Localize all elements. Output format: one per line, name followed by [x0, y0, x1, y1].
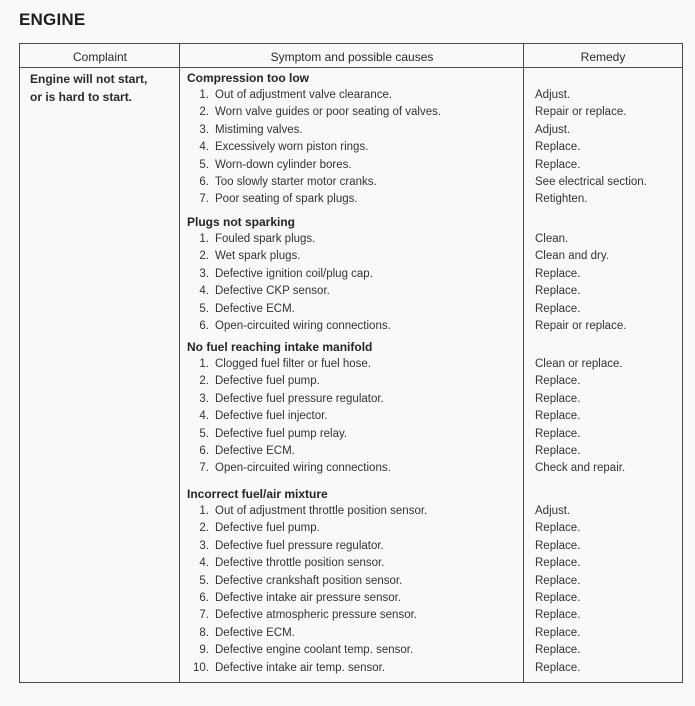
- cause-text: Poor seating of spark plugs.: [215, 193, 358, 206]
- cause-text: Open-circuited wiring connections.: [215, 462, 391, 475]
- cause-number: 4.: [199, 285, 209, 298]
- cause-number: 4.: [199, 557, 209, 570]
- cause-item: [187, 106, 441, 118]
- cause-item: [187, 522, 320, 534]
- cause-number: 4.: [199, 410, 209, 423]
- cause-item: [187, 358, 371, 370]
- remedy-text: Replace.: [535, 644, 581, 657]
- remedy-text: Replace.: [535, 302, 581, 315]
- cause-text: Defective intake air pressure sensor.: [215, 592, 402, 604]
- cause-group-title: Plugs not sparking: [187, 215, 296, 229]
- cause-item: [187, 233, 315, 245]
- cause-item: [187, 393, 384, 405]
- cause-number: 2.: [199, 250, 209, 263]
- remedy-text: Replace.: [535, 609, 581, 622]
- cause-group-title: Incorrect fuel/air mixture: [187, 487, 328, 501]
- cause-text: Defective ECM.: [215, 626, 295, 639]
- header-symptom: Symptom and possible causes: [270, 50, 434, 64]
- cause-item: [187, 141, 368, 153]
- cause-number: 2.: [199, 522, 209, 535]
- remedy-text: Replace.: [535, 661, 581, 674]
- remedy-text: Replace.: [535, 522, 581, 535]
- cause-item: [187, 268, 373, 280]
- cause-number: 1.: [199, 505, 209, 517]
- cause-text: Excessively worn piston rings.: [215, 141, 369, 154]
- remedy-text: Replace.: [535, 626, 581, 639]
- remedy-text: Clean or replace.: [535, 358, 623, 370]
- cause-item: [187, 159, 352, 171]
- remedy-text: Replace.: [535, 392, 581, 405]
- remedy-text: Check and repair.: [535, 462, 626, 475]
- remedy-text: Replace.: [535, 375, 581, 388]
- cause-text: Defective fuel pressure regulator.: [215, 392, 384, 405]
- cause-text: Defective CKP sensor.: [215, 285, 330, 298]
- cause-number: 3.: [199, 539, 209, 552]
- cause-text: Defective crankshaft position sensor.: [215, 574, 403, 587]
- cause-item: [187, 193, 358, 205]
- cause-text: Defective fuel pressure regulator.: [215, 539, 384, 552]
- troubleshooting-table: [19, 43, 683, 683]
- remedy-text: Repair or replace.: [535, 320, 627, 332]
- cause-text: Fouled spark plugs.: [215, 233, 316, 245]
- cause-number: 10.: [193, 661, 209, 674]
- cause-text: Wet spark plugs.: [215, 250, 301, 263]
- cause-item: [187, 557, 384, 569]
- complaint-line: Engine will not start,: [30, 72, 148, 86]
- cause-text: Defective fuel pump.: [215, 522, 320, 535]
- cause-item: [187, 124, 303, 136]
- remedy-text: Clean and dry.: [535, 250, 609, 263]
- cause-number: 7.: [199, 462, 209, 475]
- cause-number: 2.: [199, 106, 209, 119]
- cause-item: [187, 410, 328, 422]
- cause-number: 3.: [199, 392, 209, 405]
- remedy-text: Replace.: [535, 267, 581, 280]
- cause-item: [187, 592, 401, 604]
- cause-text: Defective engine coolant temp. sensor.: [215, 644, 414, 657]
- cause-text: Worn-down cylinder bores.: [215, 158, 352, 171]
- remedy-text: Clean.: [535, 233, 569, 245]
- header-complaint: Complaint: [72, 50, 128, 64]
- cause-text: Defective atmospheric pressure sensor.: [215, 609, 417, 622]
- cause-number: 1.: [199, 358, 209, 370]
- complaint-line: or is hard to start.: [30, 89, 133, 104]
- cause-number: 6.: [199, 320, 209, 332]
- cause-text: Defective fuel pump.: [215, 375, 320, 388]
- cause-item: [187, 375, 320, 387]
- page-title: ENGINE: [19, 10, 86, 29]
- remedy-text: Replace.: [535, 592, 581, 604]
- cause-number: 5.: [199, 158, 209, 171]
- cause-number: 5.: [199, 302, 209, 315]
- cause-item: [187, 285, 330, 297]
- cause-number: 9.: [199, 644, 209, 657]
- remedy-text: See electrical section.: [535, 176, 647, 188]
- cause-item: [187, 320, 391, 332]
- remedy-text: Replace.: [535, 285, 581, 298]
- cause-number: 7.: [199, 193, 209, 206]
- complaint-cell: [30, 71, 180, 106]
- cause-text: Defective throttle position sensor.: [215, 557, 385, 570]
- cause-text: Out of adjustment valve clearance.: [215, 89, 393, 101]
- remedy-text: Replace.: [535, 445, 581, 457]
- cause-text: Defective intake air temp. sensor.: [215, 661, 386, 674]
- cause-text: Defective fuel pump relay.: [215, 427, 348, 440]
- cause-item: [187, 176, 377, 188]
- cause-item: [187, 303, 295, 315]
- cause-item: [187, 89, 392, 101]
- cause-item: [187, 540, 384, 552]
- cause-text: Defective ECM.: [215, 302, 295, 315]
- column-divider: [179, 44, 180, 682]
- remedy-text: Adjust.: [535, 505, 571, 517]
- cause-number: 3.: [199, 123, 209, 136]
- cause-number: 6.: [199, 176, 209, 188]
- cause-group-title: Compression too low: [187, 71, 310, 85]
- header-remedy: Remedy: [580, 50, 626, 64]
- remedy-text: Adjust.: [535, 89, 571, 101]
- cause-item: [187, 428, 347, 440]
- table-header: [20, 44, 682, 68]
- cause-group-title: No fuel reaching intake manifold: [187, 340, 373, 354]
- remedy-text: Replace.: [535, 158, 581, 171]
- cause-text: Worn valve guides or poor seating of valves.: [215, 106, 442, 119]
- cause-text: Clogged fuel filter or fuel hose.: [215, 358, 371, 370]
- cause-text: Mistiming valves.: [215, 123, 303, 136]
- cause-number: 1.: [199, 89, 209, 101]
- cause-item: [187, 627, 295, 639]
- cause-item: [187, 575, 402, 587]
- cause-number: 2.: [199, 375, 209, 388]
- remedy-text: Repair or replace.: [535, 106, 627, 119]
- cause-item: [187, 644, 413, 656]
- cause-item: [187, 445, 295, 457]
- cause-number: 5.: [199, 574, 209, 587]
- cause-number: 6.: [199, 445, 209, 457]
- remedy-text: Replace.: [535, 574, 581, 587]
- cause-text: Open-circuited wiring connections.: [215, 320, 391, 332]
- cause-text: Out of adjustment throttle position sensor.: [215, 505, 428, 517]
- remedy-text: Replace.: [535, 141, 581, 154]
- remedy-text: Adjust.: [535, 123, 571, 136]
- cause-item: [187, 505, 427, 517]
- cause-item: [187, 609, 417, 621]
- cause-text: Defective fuel injector.: [215, 410, 328, 423]
- cause-number: 1.: [199, 233, 209, 245]
- cause-number: 4.: [199, 141, 209, 154]
- remedy-text: Replace.: [535, 557, 581, 570]
- cause-text: Defective ECM.: [215, 445, 295, 457]
- cause-item: [187, 250, 300, 262]
- remedy-text: Replace.: [535, 539, 581, 552]
- cause-number: 7.: [199, 609, 209, 622]
- cause-number: 6.: [199, 592, 209, 604]
- remedy-text: Replace.: [535, 410, 581, 423]
- cause-number: 3.: [199, 267, 209, 280]
- cause-number: 5.: [199, 427, 209, 440]
- remedy-text: Retighten.: [535, 193, 588, 206]
- cause-text: Too slowly starter motor cranks.: [215, 176, 377, 188]
- remedy-text: Replace.: [535, 427, 581, 440]
- cause-item: [187, 462, 391, 474]
- column-divider: [523, 44, 524, 682]
- cause-item: [187, 662, 385, 674]
- cause-number: 8.: [199, 626, 209, 639]
- cause-text: Defective ignition coil/plug cap.: [215, 267, 373, 280]
